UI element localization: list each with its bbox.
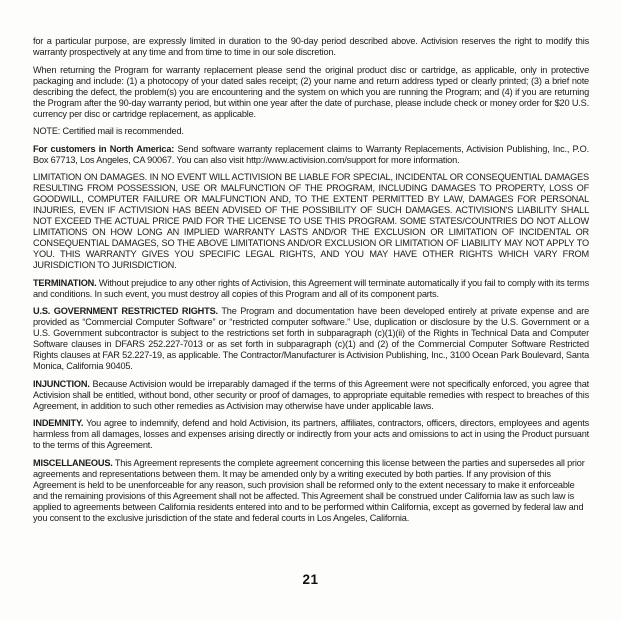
paragraph-lead: INJUNCTION.: [33, 378, 90, 389]
paragraph-termination: [33, 278, 589, 300]
paragraph-text: NOTE: Certified mail is recommended.: [33, 126, 184, 136]
paragraph-text: Without prejudice to any other rights of Activision, this Agreement will terminate automatically if you fail to comply with its terms and conditions. In such event, you must destroy all copies of this Program and all of its component parts.: [33, 277, 589, 299]
paragraph-text: You agree to indemnify, defend and hold Activision, its partners, affiliates, contractors, officers, directors, employees and agents harmless from all damages, losses and expenses arising directly or indirectly from your acts and omissions to act in using the Product pursuant to the terms of this Agreement.: [33, 418, 589, 450]
paragraph-lead: U.S. GOVERNMENT RESTRICTED RIGHTS.: [33, 306, 218, 316]
paragraph-miscellaneous: [33, 458, 589, 524]
paragraph-note: [33, 126, 589, 137]
paragraph-lead: TERMINATION.: [33, 277, 97, 288]
paragraph-text: for a particular purpose, are expressly limited in duration to the 90-day period described above. Activision reserves the right to modify this warranty prospectively at any time and from time to time in our sole discretion.: [33, 36, 589, 57]
paragraph-north-america-customers: [33, 144, 589, 166]
paragraph-warranty-return-instructions: [33, 65, 589, 120]
page-number: 21: [302, 572, 319, 587]
license-text-block: [33, 36, 589, 530]
paragraph-lead: For customers in North America:: [33, 143, 175, 154]
paragraph-warranty-continuation: [33, 36, 589, 58]
paragraph-indemnity: [33, 418, 589, 451]
paragraph-lead: MISCELLANEOUS.: [33, 457, 113, 468]
paragraph-us-government-restricted-rights: [33, 306, 589, 372]
paragraph-text: LIMITATION ON DAMAGES. IN NO EVENT WILL ACTIVISION BE LIABLE FOR SPECIAL, INCIDENTAL OR CONSEQUENTIAL DAMAGES RESULTING FROM POSSESSION, USE OR MALFUNCTION OF THE PROGRAM, INCLUDING DAMAGES TO PROPERTY, LOSS OF GOODWILL, COMPUTER FAILURE OR MALFUNCTION AND, TO THE EXTENT PERMITTED BY LAW, DAMAGES FOR PERSONAL INJURIES, EVEN IF ACTIVISION HAS BEEN ADVISED OF THE POSSIBILITY OF SUCH DAMAGES. ACTIVISION'S LIABILITY SHALL NOT EXCEED THE ACTUAL PRICE PAID FOR THE LICENSE TO USE THIS PROGRAM. SOME STATES/COUNTRIES DO NOT ALLOW LIMITATIONS ON HOW LONG AN IMPLIED WARRANTY LASTS AND/OR THE EXCLUSION OR LIMITATION OF INCIDENTAL OR CONSEQUENTIAL DAMAGES, SO THE ABOVE LIMITATIONS AND/OR EXCLUSION OR LIMITATION OF LIABILITY MAY NOT APPLY TO YOU. THIS WARRANTY GIVES YOU SPECIFIC LEGAL RIGHTS, AND YOU MAY HAVE OTHER RIGHTS WHICH VARY FROM JURISDICTION TO JURISDICTION.: [33, 172, 589, 270]
paragraph-text: The Program and documentation have been developed entirely at private expense and are provided as “Commercial Computer Software” or “restricted computer software.” Use, duplication or disclosure by the U.S. Government or a U.S. Government subcontractor is subject to the restrictions set forth in subparagraph (c)(1)(ii) of the Rights in Technical Data and Computer Software clauses in DFARS 252.227-7013 or as set forth in subparagraph (c)(1) and (2) of the Commercial Computer Software Restricted Rights clauses at FAR 52.227-19, as applicable. The Contractor/Manufacturer is Activision Publishing, Inc., 3100 Ocean Park Boulevard, Santa Monica, California 90405.: [33, 306, 589, 371]
paragraph-text: When returning the Program for warranty replacement please send the original product disc or cartridge, as applicable, only in protective packaging and include: (1) a photocopy of your dated sales receipt; (2) your name and return address typed or clearly printed; (3) a brief note describing the defect, the problem(s) you are encountering and the system on which you are running the Program; and (4) if you are returning the Program after the 90-day warranty period, but within one year after the date of purchase, please include check or money order for $20 U.S. currency per disc or cartridge replacement, as applicable.: [33, 64, 589, 119]
paragraph-text: Send software warranty replacement claims to Warranty Replacements, Activision Publishing, Inc., P.O. Box 67713, Los Angeles, CA 90067. You can also visit http://www.activision.com/support for more information.: [33, 143, 589, 165]
paragraph-injunction: [33, 379, 589, 412]
paragraph-text: Because Activision would be irreparably damaged if the terms of this Agreement were not specifically enforced, you agree that Activision shall be entitled, without bond, other security or proof of damages, to appropriate equitable remedies with respect to breaches of this Agreement, in addition to such other remedies as Activision may otherwise have under applicable laws.: [33, 378, 589, 411]
paragraph-limitation-on-damages: [33, 172, 589, 271]
paragraph-text: This Agreement represents the complete agreement concerning this license between the parties and supersedes all prior agreements and representations between them. It may be amended only by a writing executed by both parties. If any provision of this Agreement is held to be unenforceable for any reason, such provision shall be reformed only to the extent necessary to make it enforceable and the remaining provisions of this Agreement shall not be affected. This Agreement shall be construed under California law as such law is applied to agreements between California residents entered into and to be performed within California, except as governed by federal law and you consent to the exclusive jurisdiction of the state and federal courts in Los Angeles, California.: [33, 457, 585, 523]
paragraph-lead: INDEMNITY.: [33, 418, 84, 428]
